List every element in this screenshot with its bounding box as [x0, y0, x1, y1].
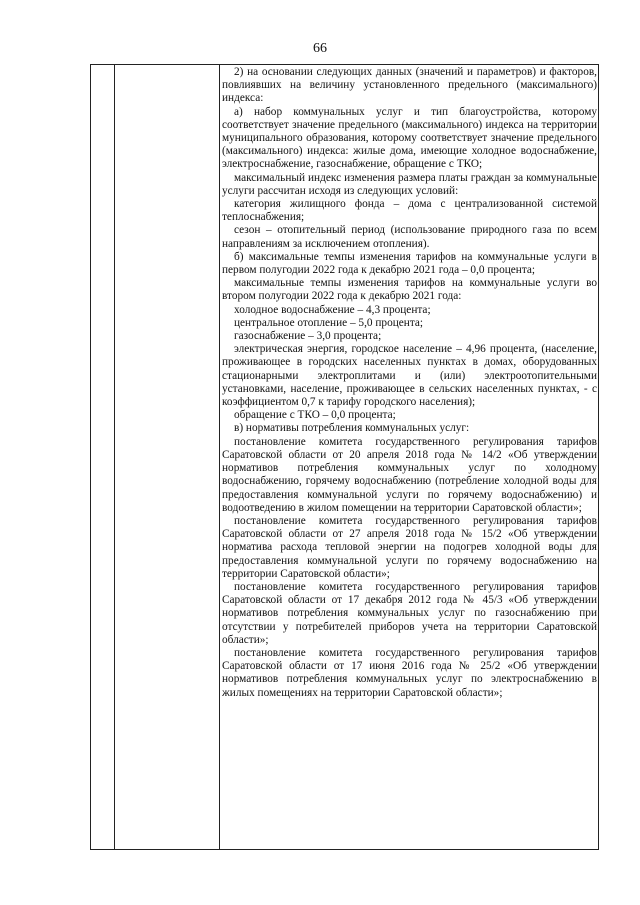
paragraph: обращение с ТКО – 0,0 процента;: [234, 409, 396, 422]
paragraph: холодное водоснабжение – 4,3 процента;: [234, 303, 431, 316]
paragraph: постановление комитета государственного регулирования тарифов Саратовской области от 17 декабря 2012 года № 45/3 «Об утверждении нормативов потребления коммунальных услуг по газоснабжению при отсутствии у потребителей приборов учета на территории Саратовской области»;: [222, 580, 597, 646]
paragraph: а) набор коммунальных услуг и тип благоустройства, которому соответствует значение предельного (максимального) индекса на территории муниципального образования, которому соответствует значение предельного (максимального) индекса: жилые дома, имеющие холодное водоснабжение, электроснабжение, газоснабжение, обращение с ТКО;: [222, 105, 597, 171]
paragraph: сезон – отопительный период (использование природного газа по всем направлениям за исключением отопления).: [222, 224, 597, 250]
paragraph: 2) на основании следующих данных (значений и параметров) и факторов, повлиявших на величину установленного предельного (максимального) индекса:: [222, 66, 597, 105]
paragraph: в) нормативы потребления коммунальных услуг:: [234, 422, 470, 435]
paragraph: максимальные темпы изменения тарифов на коммунальные услуги во втором полугодии 2022 года к декабрю 2021 года:: [222, 277, 597, 303]
column-divider-1: [114, 65, 115, 849]
paragraph: категория жилищного фонда – дома с централизованной системой теплоснабжения;: [222, 198, 597, 224]
column-divider-2: [219, 65, 220, 849]
paragraph: газоснабжение – 3,0 процента;: [234, 330, 382, 343]
paragraph: постановление комитета государственного регулирования тарифов Саратовской области от 17 июня 2016 года № 25/2 «Об утверждении нормативов потребления коммунальных услуг по электроснабжению в жилых помещениях на территории Саратовской области»;: [222, 646, 597, 699]
table-content-cell: [222, 66, 597, 700]
page-number: 66: [313, 41, 327, 56]
paragraph: электрическая энергия, городское население – 4,96 процента, (население, проживающее в городских населенных пунктах в домах, оборудованных стационарными электроплитами и (или) электроотопительными установками, население, проживающее в сельских населенных пунктах, - с коэффициентом 0,7 к тарифу городского населения);: [222, 343, 597, 409]
paragraph: максимальный индекс изменения размера платы граждан за коммунальные услуги рассчитан исходя из следующих условий:: [222, 171, 597, 197]
paragraph: постановление комитета государственного регулирования тарифов Саратовской области от 27 апреля 2018 года № 15/2 «Об утверждении норматива расхода тепловой энергии на подогрев холодной воды для предоставления коммунальной услуги по горячему водоснабжению на территории Саратовской области»;: [222, 514, 597, 580]
paragraph: постановление комитета государственного регулирования тарифов Саратовской области от 20 апреля 2018 года № 14/2 «Об утверждении нормативов потребления коммунальных услуг по холодному водоснабжению, горячему водоснабжению (потребление холодной воды для предоставления коммунальной услуги по горячему водоснабжению) и водоотведению в жилом помещении на территории Саратовской области»;: [222, 435, 597, 514]
paragraph: центральное отопление – 5,0 процента;: [234, 316, 424, 329]
paragraph: б) максимальные темпы изменения тарифов на коммунальные услуги в первом полугодии 2022 года к декабрю 2021 года – 0,0 процента;: [222, 250, 597, 277]
document-table: [90, 64, 599, 850]
